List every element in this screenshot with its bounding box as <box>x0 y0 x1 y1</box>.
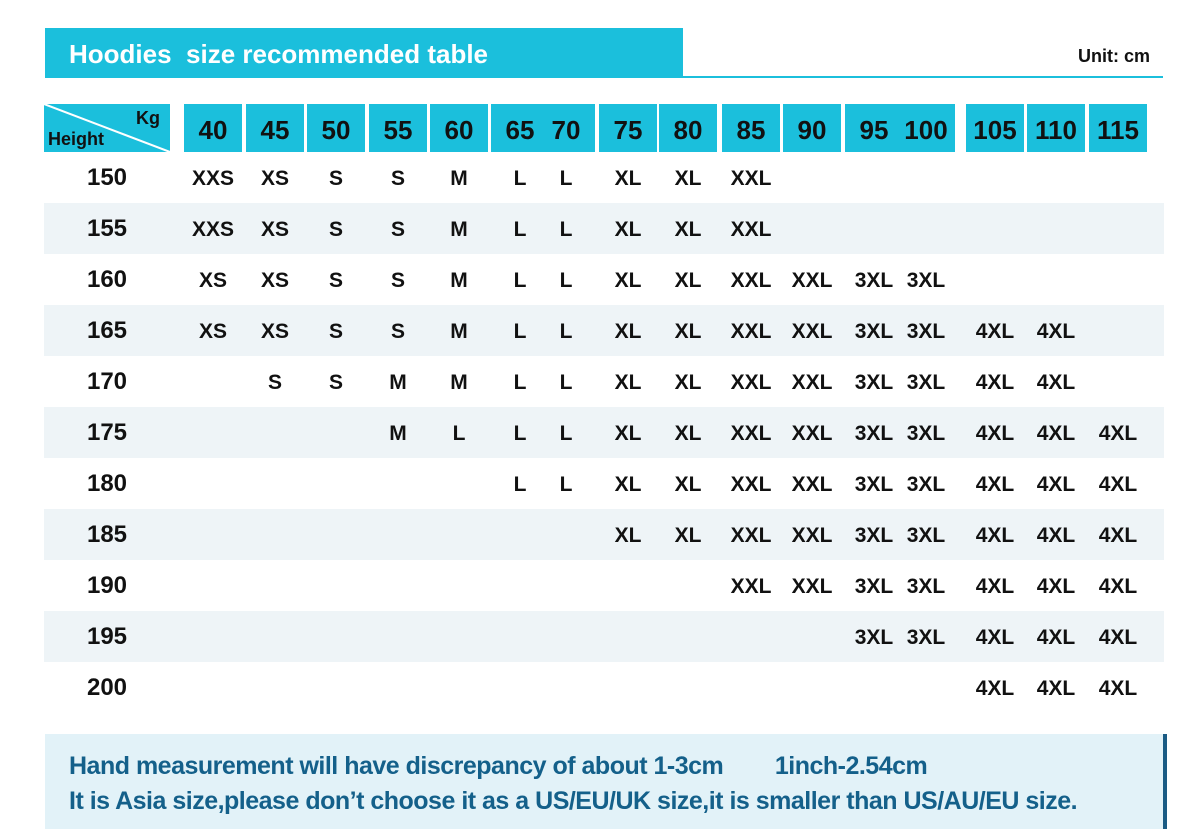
size-cell: XXL <box>791 269 833 292</box>
size-cell: 4XL <box>1036 524 1076 547</box>
size-cell: XXL <box>791 371 833 394</box>
size-cell: 3XL <box>906 473 946 496</box>
height-cell: 195 <box>86 623 128 650</box>
size-cell: S <box>328 320 343 343</box>
size-cell: 3XL <box>854 320 894 343</box>
size-cell: XXL <box>730 422 772 445</box>
size-cell: 3XL <box>906 320 946 343</box>
weight-header-cell: 110 <box>1027 104 1085 152</box>
size-cell: S <box>390 269 405 292</box>
height-cell: 150 <box>86 164 128 191</box>
size-cell: 4XL <box>975 524 1015 547</box>
height-cell: 200 <box>86 674 128 701</box>
size-cell: M <box>450 320 468 343</box>
size-cell: 4XL <box>975 626 1015 649</box>
weight-header-cell: 95 <box>845 104 903 152</box>
size-cell: 3XL <box>906 269 946 292</box>
size-cell: XL <box>674 167 702 190</box>
weight-header-cell: 90 <box>783 104 841 152</box>
size-cell: 4XL <box>975 320 1015 343</box>
size-cell: XL <box>674 269 702 292</box>
size-cell: 3XL <box>854 575 894 598</box>
size-cell: 4XL <box>1098 626 1138 649</box>
size-cell: XXL <box>791 320 833 343</box>
size-cell: L <box>513 167 527 190</box>
size-cell: L <box>513 269 527 292</box>
size-cell: XL <box>674 320 702 343</box>
corner-cell <box>44 104 170 152</box>
size-cell: L <box>513 218 527 241</box>
size-cell: XXL <box>730 371 772 394</box>
size-cell: XL <box>614 473 642 496</box>
size-cell: M <box>450 167 468 190</box>
height-cell: 185 <box>86 521 128 548</box>
notice-border <box>1163 734 1167 829</box>
size-cell: S <box>390 320 405 343</box>
size-cell: XL <box>614 218 642 241</box>
size-cell: 4XL <box>1036 371 1076 394</box>
size-cell: XL <box>614 269 642 292</box>
weight-header-cell: 60 <box>430 104 488 152</box>
size-cell: M <box>450 218 468 241</box>
table-row <box>44 407 1164 458</box>
corner-height-label: Height <box>48 129 104 149</box>
height-cell: 165 <box>86 317 128 344</box>
size-cell: 4XL <box>1036 422 1076 445</box>
weight-header-cell: 40 <box>184 104 242 152</box>
size-cell: XS <box>198 320 227 343</box>
size-cell: L <box>559 422 573 445</box>
size-cell: M <box>450 371 468 394</box>
size-cell: XS <box>260 320 289 343</box>
weight-header-cell: 75 <box>599 104 657 152</box>
notice-line-asia-size: It is Asia size,please don’t choose it as a US/EU/UK size,it is smaller than US/AU/EU size. <box>69 787 1078 815</box>
size-cell: M <box>389 422 407 445</box>
weight-header-cell: 100 <box>897 104 955 152</box>
size-cell: 3XL <box>906 575 946 598</box>
size-cell: XXL <box>730 269 772 292</box>
size-cell: L <box>559 371 573 394</box>
size-cell: L <box>452 422 466 445</box>
size-cell: XL <box>674 524 702 547</box>
size-cell: XXL <box>730 218 772 241</box>
size-cell: XXL <box>730 575 772 598</box>
size-cell: L <box>513 371 527 394</box>
height-cell: 170 <box>86 368 128 395</box>
table-row <box>44 254 1164 305</box>
size-cell: XS <box>260 269 289 292</box>
size-cell: 3XL <box>854 269 894 292</box>
title-underline <box>683 76 1163 78</box>
table-row <box>44 560 1164 611</box>
size-cell: L <box>559 218 573 241</box>
size-cell: 4XL <box>975 473 1015 496</box>
size-cell: S <box>328 371 343 394</box>
size-cell: XS <box>198 269 227 292</box>
weight-header-cell: 65 <box>491 104 549 152</box>
size-cell: 4XL <box>1098 677 1138 700</box>
size-cell: 3XL <box>854 524 894 547</box>
notice-line-measurement: Hand measurement will have discrepancy of about 1-3cm 1inch-2.54cm <box>69 752 928 780</box>
size-cell: XXL <box>791 524 833 547</box>
weight-header-cell: 45 <box>246 104 304 152</box>
size-cell: XXL <box>730 524 772 547</box>
table-row <box>44 356 1164 407</box>
table-row <box>44 152 1164 203</box>
size-cell: 3XL <box>906 422 946 445</box>
height-cell: 175 <box>86 419 128 446</box>
size-cell: XXL <box>791 422 833 445</box>
size-cell: XL <box>674 422 702 445</box>
size-cell: XXS <box>191 167 235 190</box>
size-cell: 3XL <box>906 524 946 547</box>
size-cell: XL <box>614 320 642 343</box>
size-cell: L <box>559 473 573 496</box>
height-cell: 180 <box>86 470 128 497</box>
size-cell: XL <box>614 422 642 445</box>
table-body <box>44 152 1164 713</box>
size-cell: 4XL <box>975 575 1015 598</box>
notice-box <box>45 734 1167 829</box>
size-cell: L <box>559 269 573 292</box>
size-cell: 3XL <box>854 371 894 394</box>
weight-header-cell: 85 <box>722 104 780 152</box>
size-cell: XXL <box>730 320 772 343</box>
size-cell: 3XL <box>854 473 894 496</box>
size-cell: XL <box>614 371 642 394</box>
size-cell: 4XL <box>1098 575 1138 598</box>
size-cell: 4XL <box>975 422 1015 445</box>
size-cell: XXL <box>730 473 772 496</box>
size-cell: M <box>450 269 468 292</box>
size-cell: S <box>328 218 343 241</box>
size-cell: S <box>267 371 282 394</box>
size-cell: 3XL <box>854 626 894 649</box>
table-row <box>44 458 1164 509</box>
size-cell: XXL <box>730 167 772 190</box>
weight-header-cell: 80 <box>659 104 717 152</box>
size-cell: 4XL <box>1036 575 1076 598</box>
title-banner <box>45 28 683 78</box>
corner-weight-label: Kg <box>136 108 160 128</box>
height-cell: 160 <box>86 266 128 293</box>
height-cell: 190 <box>86 572 128 599</box>
size-cell: XL <box>614 167 642 190</box>
page-title: Hoodies size recommended table <box>69 39 489 69</box>
size-cell: XL <box>674 371 702 394</box>
size-cell: S <box>328 167 343 190</box>
size-cell: 3XL <box>906 371 946 394</box>
weight-header-cell: 50 <box>307 104 365 152</box>
size-cell: 3XL <box>906 626 946 649</box>
height-cell: 155 <box>86 215 128 242</box>
weight-header-cell: 115 <box>1089 104 1147 152</box>
weight-header-cell: 70 <box>537 104 595 152</box>
size-cell: XL <box>674 218 702 241</box>
size-cell: 4XL <box>1036 626 1076 649</box>
size-cell: XXL <box>791 473 833 496</box>
size-cell: XS <box>260 167 289 190</box>
size-cell: XXL <box>791 575 833 598</box>
table-row <box>44 203 1164 254</box>
size-cell: 4XL <box>975 677 1015 700</box>
table-row <box>44 305 1164 356</box>
table-row <box>44 509 1164 560</box>
size-cell: S <box>328 269 343 292</box>
size-cell: 4XL <box>1036 320 1076 343</box>
size-cell: 4XL <box>1036 677 1076 700</box>
table-header-row <box>44 104 1164 152</box>
unit-label: Unit: cm <box>1078 46 1150 66</box>
size-cell: S <box>390 218 405 241</box>
size-cell: 4XL <box>1098 422 1138 445</box>
size-cell: L <box>513 473 527 496</box>
size-cell: M <box>389 371 407 394</box>
size-cell: 4XL <box>1036 473 1076 496</box>
size-cell: S <box>390 167 405 190</box>
size-cell: L <box>513 320 527 343</box>
size-cell: L <box>513 422 527 445</box>
size-cell: XL <box>674 473 702 496</box>
size-table <box>44 104 1164 713</box>
size-cell: XS <box>260 218 289 241</box>
size-cell: 4XL <box>1098 524 1138 547</box>
size-cell: XL <box>614 524 642 547</box>
table-row <box>44 611 1164 662</box>
weight-header-cell: 55 <box>369 104 427 152</box>
size-cell: 3XL <box>854 422 894 445</box>
table-row <box>44 662 1164 713</box>
size-cell: 4XL <box>975 371 1015 394</box>
size-cell: L <box>559 167 573 190</box>
size-cell: XXS <box>191 218 235 241</box>
weight-header-cell: 105 <box>966 104 1024 152</box>
size-cell: L <box>559 320 573 343</box>
size-cell: 4XL <box>1098 473 1138 496</box>
